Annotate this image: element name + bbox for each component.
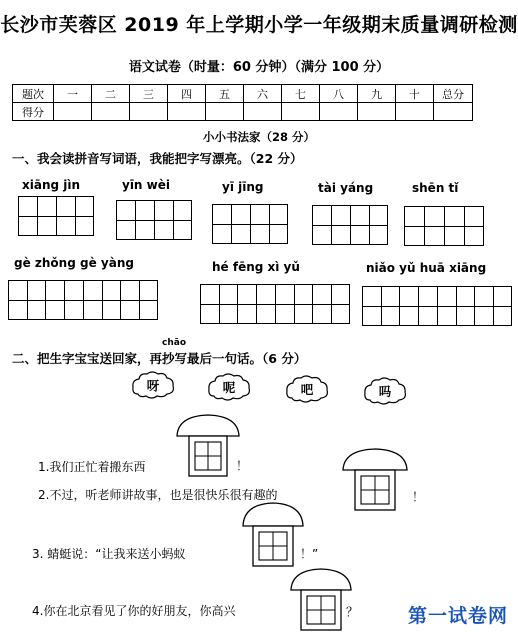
score-col: 六 (244, 85, 282, 103)
score-col: 一 (54, 85, 92, 103)
writing-grid[interactable] (116, 200, 192, 240)
word-cloud[interactable] (284, 374, 330, 404)
chao-pinyin: chāo (162, 338, 187, 348)
score-table (12, 84, 473, 121)
pinyin-label: niǎo yǔ huā xiāng (366, 261, 487, 275)
question-2-prompt: 二、把生字宝宝送回家，再 chāo 抄写最后一句话。（6 分） (12, 338, 307, 366)
word-cloud-text: 吗 (378, 384, 392, 399)
score-cell[interactable] (282, 103, 320, 121)
writing-grid[interactable] (212, 204, 288, 244)
writing-grid[interactable] (18, 196, 94, 236)
house-answer-box[interactable] (174, 412, 242, 480)
house-answer-box[interactable] (288, 566, 354, 632)
score-col: 五 (206, 85, 244, 103)
score-cell[interactable] (320, 103, 358, 121)
writing-grid[interactable] (200, 284, 350, 324)
sentence-2-end: ！ (412, 490, 425, 504)
score-cell[interactable] (92, 103, 130, 121)
pinyin-label: yīn wèi (122, 178, 170, 192)
score-cell[interactable] (168, 103, 206, 121)
pinyin-label: gè zhǒng gè yàng (14, 256, 134, 270)
sentence-4: 4.你在北京看见了你的好朋友，你高兴 (32, 604, 236, 618)
writing-grid[interactable] (8, 280, 158, 320)
word-cloud-text: 呢 (222, 380, 236, 395)
word-cloud-text: 呀 (146, 378, 160, 393)
score-col: 九 (358, 85, 396, 103)
sentence-3: 3. 蜻蜓说：“让我来送小蚂蚁 (32, 547, 186, 561)
house-answer-box[interactable] (240, 500, 306, 570)
watermark: 第一试卷网 (407, 605, 508, 627)
score-col: 三 (130, 85, 168, 103)
score-row-label-question: 题次 (13, 85, 54, 103)
score-col-total: 总分 (434, 85, 473, 103)
pinyin-label: shēn tǐ (412, 181, 459, 195)
word-cloud[interactable] (362, 376, 408, 406)
exam-title: 长沙市芙蓉区 2019 年上学期小学一年级期末质量调研检测 (0, 14, 518, 36)
sentence-2: 2.不过，听老师讲故事，也是很快乐很有趣的 (38, 488, 278, 502)
exam-subtitle: 语文试卷（时量：60 分钟）（满分 100 分） (128, 60, 390, 75)
score-row-label-score: 得分 (13, 103, 54, 121)
score-cell-total[interactable] (434, 103, 473, 121)
pinyin-label: hé fēng xì yǔ (212, 260, 300, 274)
score-cell[interactable] (130, 103, 168, 121)
pinyin-label: xiāng jìn (22, 178, 81, 192)
score-col: 八 (320, 85, 358, 103)
score-cell[interactable] (54, 103, 92, 121)
score-cell[interactable] (358, 103, 396, 121)
word-cloud[interactable] (130, 370, 176, 400)
score-col: 七 (282, 85, 320, 103)
score-cell[interactable] (244, 103, 282, 121)
word-cloud-text: 吧 (300, 382, 314, 397)
writing-grid[interactable] (362, 286, 512, 326)
question-1-prompt: 一、我会读拼音写词语，我能把字写漂亮。（22 分） (12, 151, 303, 166)
sentence-1: 1.我们正忙着搬东西 (38, 460, 146, 474)
sentence-1-end: ！ (236, 459, 249, 473)
house-answer-box[interactable] (340, 446, 410, 514)
writing-grid[interactable] (312, 205, 388, 245)
sentence-4-end: ？ (346, 605, 359, 619)
word-cloud[interactable] (206, 372, 252, 402)
score-cell[interactable] (396, 103, 434, 121)
writing-grid[interactable] (404, 206, 484, 246)
score-col: 四 (168, 85, 206, 103)
pinyin-label: yī jīng (222, 180, 264, 194)
score-cell[interactable] (206, 103, 244, 121)
score-col: 二 (92, 85, 130, 103)
score-col: 十 (396, 85, 434, 103)
pinyin-label: tài yáng (318, 181, 374, 195)
section-heading: 小小书法家（28 分） (202, 130, 315, 144)
sentence-3-end: ！” (300, 547, 319, 561)
